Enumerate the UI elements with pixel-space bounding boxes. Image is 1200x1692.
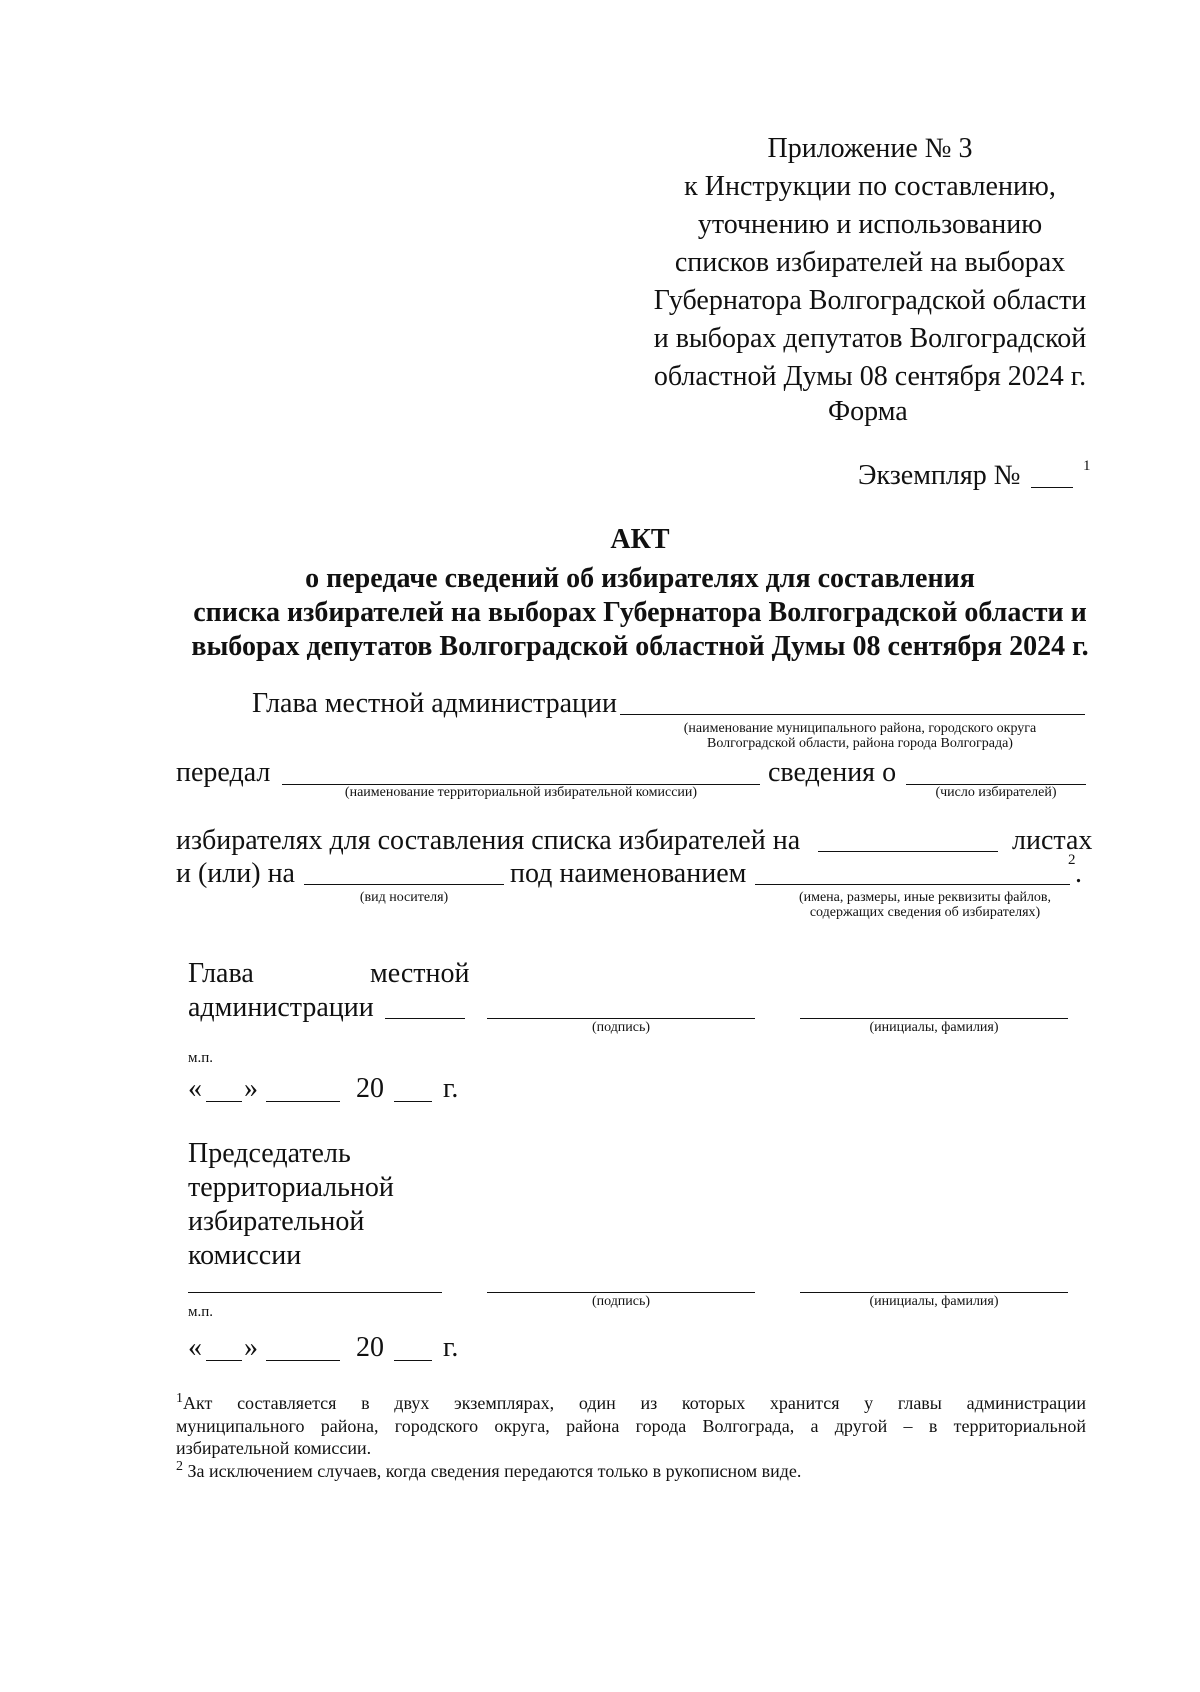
sign1-day-field[interactable]: [206, 1101, 242, 1102]
footnote-2-mark: 2: [176, 1458, 183, 1474]
sign2-month-field[interactable]: [266, 1360, 340, 1361]
footnote-1-text-line: избирательной комиссии.: [176, 1438, 372, 1458]
sign1-word-head: Глава: [188, 958, 254, 989]
sign2-title-line: территориальной: [188, 1172, 394, 1203]
sheets-label: листах: [1012, 825, 1093, 856]
document-subtitle: [120, 562, 1160, 664]
file-details-hint: [755, 890, 1095, 921]
footnote-1-text-line: муниципального района, городского округа, района города Волгограда, а другой – в территориальной: [176, 1415, 1086, 1436]
sign1-extra-field[interactable]: [385, 1018, 465, 1019]
footnote-1-cont: [176, 1415, 1086, 1438]
sign1-month-field[interactable]: [266, 1101, 340, 1102]
copy-number-field[interactable]: [1031, 487, 1073, 488]
sign1-word-administration: администрации: [188, 992, 374, 1023]
sign2-title: [188, 1137, 394, 1273]
named-label: под наименованием: [510, 858, 747, 889]
sign1-word-local: местной: [370, 958, 470, 989]
sign2-name-hint: (инициалы, фамилия): [869, 1294, 999, 1309]
footnote-1-mark: 1: [176, 1391, 183, 1406]
sign2-title-line: Председатель: [188, 1138, 351, 1169]
copy-number: [858, 462, 1020, 490]
year-prefix: 20: [356, 1073, 384, 1104]
head-label: Глава местной администрации: [252, 688, 617, 719]
subtitle-line: о передаче сведений об избирателях для составления: [305, 563, 975, 594]
subtitle-line: списка избирателей на выборах Губернатора Волгоградской области и: [193, 597, 1087, 628]
sentence-period: .: [1075, 858, 1082, 889]
header-line: к Инструкции по составлению,: [684, 171, 1056, 202]
header-line: Губернатора Волгоградской области: [653, 285, 1087, 316]
sign1-stamp: м.п.: [188, 1050, 214, 1066]
medium-hint: (вид носителя): [359, 890, 449, 905]
date-quote-close: »: [244, 1073, 258, 1104]
date-quote-close: »: [244, 1332, 258, 1363]
footnotes: [176, 1392, 1086, 1482]
medium-type-field[interactable]: [304, 884, 504, 885]
subtitle-line: выборах депутатов Волгоградской областной Думы 08 сентября 2024 г.: [191, 631, 1089, 662]
sign1-date: [188, 1075, 488, 1109]
sign2-title-line: комиссии: [188, 1240, 302, 1271]
sign2-stamp: м.п.: [188, 1304, 214, 1320]
copy-label: Экземпляр №: [858, 460, 1021, 491]
municipality-hint: [630, 721, 1090, 752]
sign2-name-field[interactable]: [800, 1292, 1068, 1293]
hint-line: содержащих сведения об избирателях): [809, 905, 1041, 921]
sign2-extra-field[interactable]: [188, 1292, 442, 1293]
date-quote-open: «: [188, 1073, 202, 1104]
sign1-year-field[interactable]: [394, 1101, 432, 1102]
form-label: Форма: [828, 396, 908, 427]
header-line: областной Думы 08 сентября 2024 г.: [653, 361, 1087, 392]
year-suffix: г.: [443, 1073, 459, 1104]
sign1-name-hint: (инициалы, фамилия): [869, 1020, 999, 1035]
hint-line: (наименование муниципального района, городского округа: [683, 721, 1037, 736]
and-or-label: и (или) на: [176, 858, 295, 889]
commission-hint: (наименование территориальной избирательной комиссии): [344, 785, 698, 800]
document-title: АКТ: [610, 524, 670, 555]
header-line: и выборах депутатов Волгоградской: [653, 323, 1087, 354]
sheet-count-field[interactable]: [818, 851, 998, 852]
copy-footnote-mark: 1: [1083, 458, 1091, 474]
sign2-date: [188, 1334, 488, 1368]
transferred-label: передал: [176, 757, 271, 788]
file-details-field[interactable]: [755, 884, 1070, 885]
voter-count-hint: (число избирателей): [935, 785, 1057, 800]
sign2-title-line: избирательной: [188, 1206, 365, 1237]
date-quote-open: «: [188, 1332, 202, 1363]
header-line: уточнению и использованию: [697, 209, 1043, 240]
footnote-1-text-line: Акт составляется в двух экземплярах, один из которых хранится у главы администрации: [183, 1393, 1086, 1413]
footnote-mark-2: 2: [1068, 852, 1076, 868]
info-about-label: сведения о: [768, 757, 897, 788]
appendix-header: [640, 130, 1100, 396]
municipality-name-field[interactable]: [620, 714, 1085, 715]
sign2-year-field[interactable]: [394, 1360, 432, 1361]
year-prefix: 20: [356, 1332, 384, 1363]
header-line: Приложение № 3: [767, 133, 973, 164]
voters-sentence: избирателях для составления списка избирателей на: [176, 825, 801, 856]
hint-line: Волгоградской области, района города Волгограда): [707, 736, 1013, 752]
hint-line: (имена, размеры, иные реквизиты файлов,: [798, 890, 1052, 905]
sign1-signature-field[interactable]: [487, 1018, 755, 1019]
sign2-signature-hint: (подпись): [591, 1294, 651, 1309]
year-suffix: г.: [443, 1332, 459, 1363]
footnote-2: [176, 1460, 1086, 1483]
sign1-name-field[interactable]: [800, 1018, 1068, 1019]
header-line: списков избирателей на выборах: [674, 247, 1066, 278]
sign1-signature-hint: (подпись): [591, 1020, 651, 1035]
sign2-day-field[interactable]: [206, 1360, 242, 1361]
footnote-1-end: [176, 1437, 1086, 1460]
footnote-1: [176, 1392, 1086, 1415]
sign2-signature-field[interactable]: [487, 1292, 755, 1293]
footnote-2-text: За исключением случаев, когда сведения передаются только в рукописном виде.: [187, 1460, 802, 1481]
